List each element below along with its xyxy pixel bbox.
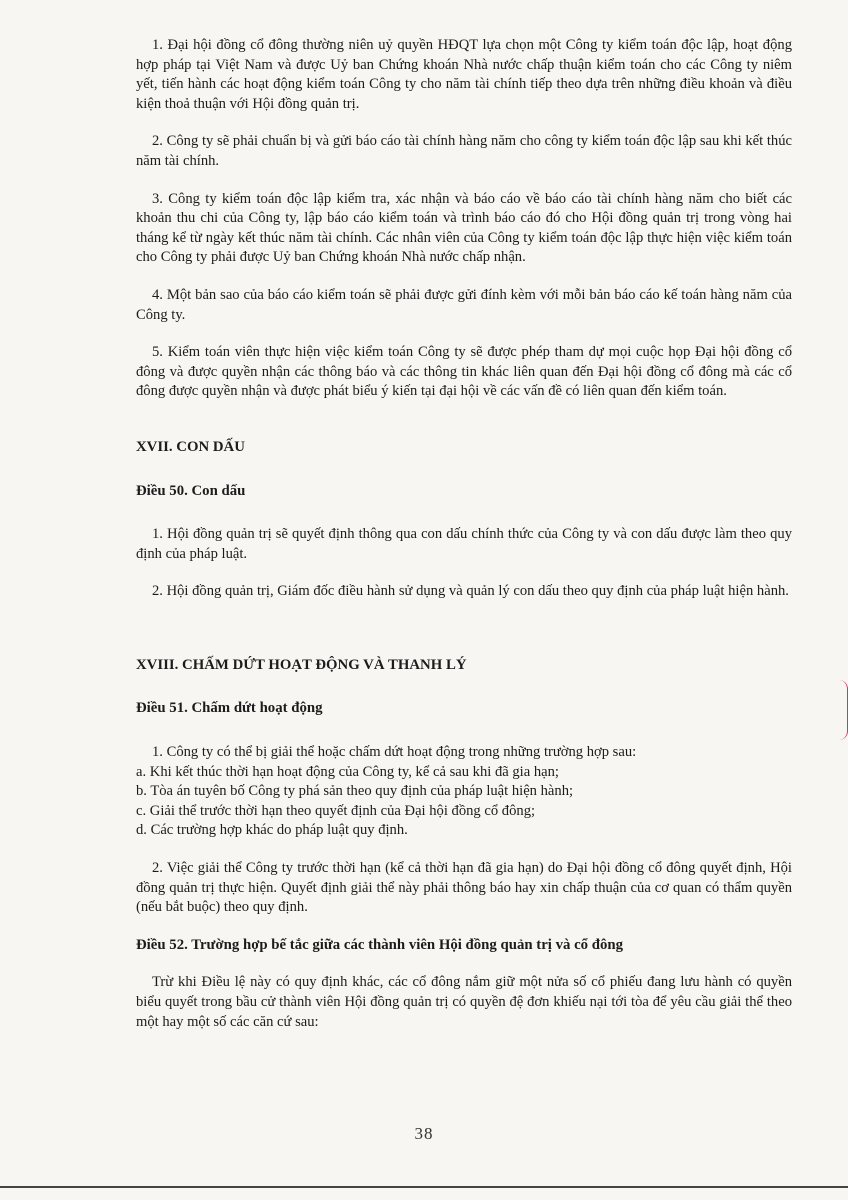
article-heading-52: Điều 52. Trường hợp bế tắc giữa các thành viên Hội đồng quản trị và cổ đông	[136, 936, 624, 953]
section-heading-xvii: XVII. CON DẤU	[136, 438, 245, 455]
bottom-scan-edge	[0, 1186, 848, 1188]
article-heading-51: Điều 51. Chấm dứt hoạt động	[136, 700, 323, 717]
list-item-c: c. Giải thể trước thời hạn theo quyết định của Đại hội đồng cổ đông;	[136, 802, 536, 819]
paragraph-audit-4: 4. Một bản sao của báo cáo kiểm toán sẽ phải được gửi đính kèm với mỗi bản báo cáo kế toán hàng năm của Công ty.	[136, 286, 792, 323]
document-body	[136, 36, 792, 1032]
paragraph-termination-1: 1. Công ty có thể bị giải thể hoặc chấm dứt hoạt động trong những trường hợp sau:	[152, 744, 637, 761]
section-heading-xviii: XVIII. CHẤM DỨT HOẠT ĐỘNG VÀ THANH LÝ	[136, 656, 467, 673]
article-heading-50: Điều 50. Con dấu	[136, 482, 246, 499]
paragraph-audit-1: 1. Đại hội đồng cổ đông thường niên uỷ quyền HĐQT lựa chọn một Công ty kiểm toán độc lập, hoạt động hợp pháp tại Việt Nam và được Uỷ ban Chứng khoán Nhà nước chấp thuận kiểm toán cho các Công ty niêm yết, tiến hành các hoạt động kiểm toán Công ty cho năm tài chính tiếp theo dựa trên những điều khoản và điều kiện thoả thuận với Hội đồng quản trị.	[136, 37, 792, 112]
page-number: 38	[414, 1124, 434, 1143]
list-item-a: a. Khi kết thúc thời hạn hoạt động của Công ty, kể cả sau khi đã gia hạn;	[136, 763, 559, 780]
paragraph-audit-5: 5. Kiểm toán viên thực hiện việc kiểm toán Công ty sẽ được phép tham dự mọi cuộc họp Đại hội đồng cổ đông và được quyền nhận các thông báo và các thông tin khác liên quan đến Đại hội đồng cổ đông mà các cổ đông được quyền nhận và được phát biểu ý kiến tại đại hội về các vấn đề có liên quan đến kiểm toán.	[136, 344, 792, 400]
margin-stamp-mark	[839, 680, 848, 740]
paragraph-deadlock: Trừ khi Điều lệ này có quy định khác, các cổ đông nắm giữ một nửa số cổ phiếu đang lưu hành có quyền biểu quyết trong bầu cử thành viên Hội đồng quản trị có quyền đệ đơn khiếu nại tới tòa để yêu cầu giải thể theo một hay một số các căn cứ sau:	[136, 974, 792, 1030]
paragraph-audit-3: 3. Công ty kiểm toán độc lập kiểm tra, xác nhận và báo cáo về báo cáo tài chính hàng năm cho biết các khoản thu chi của Công ty, lập báo cáo kiểm toán và trình báo cáo đó cho Hội đồng quản trị trong vòng hai tháng kể từ ngày kết thúc năm tài chính. Các nhân viên của Công ty kiểm toán độc lập thực hiện việc kiểm toán cho Công ty phải được Uỷ ban Chứng khoán Nhà nước chấp nhận.	[136, 190, 792, 266]
paragraph-audit-2: 2. Công ty sẽ phải chuẩn bị và gửi báo cáo tài chính hàng năm cho công ty kiểm toán độc lập sau khi kết thúc năm tài chính.	[136, 133, 792, 169]
paragraph-seal-1: 1. Hội đồng quản trị sẽ quyết định thông qua con dấu chính thức của Công ty và con dấu được làm theo quy định của pháp luật.	[136, 526, 792, 562]
list-item-d: d. Các trường hợp khác do pháp luật quy định.	[136, 822, 408, 839]
paragraph-termination-2: 2. Việc giải thể Công ty trước thời hạn (kể cả thời hạn đã gia hạn) do Đại hội đồng cổ đông quyết định, Hội đồng quản trị thực hiện. Quyết định giải thể này phải thông báo hay xin chấp thuận của cơ quan có thẩm quyền (nếu bắt buộc) theo quy định.	[136, 860, 792, 916]
paragraph-seal-2: 2. Hội đồng quản trị, Giám đốc điều hành sử dụng và quản lý con dấu theo quy định của pháp luật hiện hành.	[152, 583, 789, 600]
list-item-b: b. Tòa án tuyên bố Công ty phá sản theo quy định của pháp luật hiện hành;	[136, 783, 574, 800]
